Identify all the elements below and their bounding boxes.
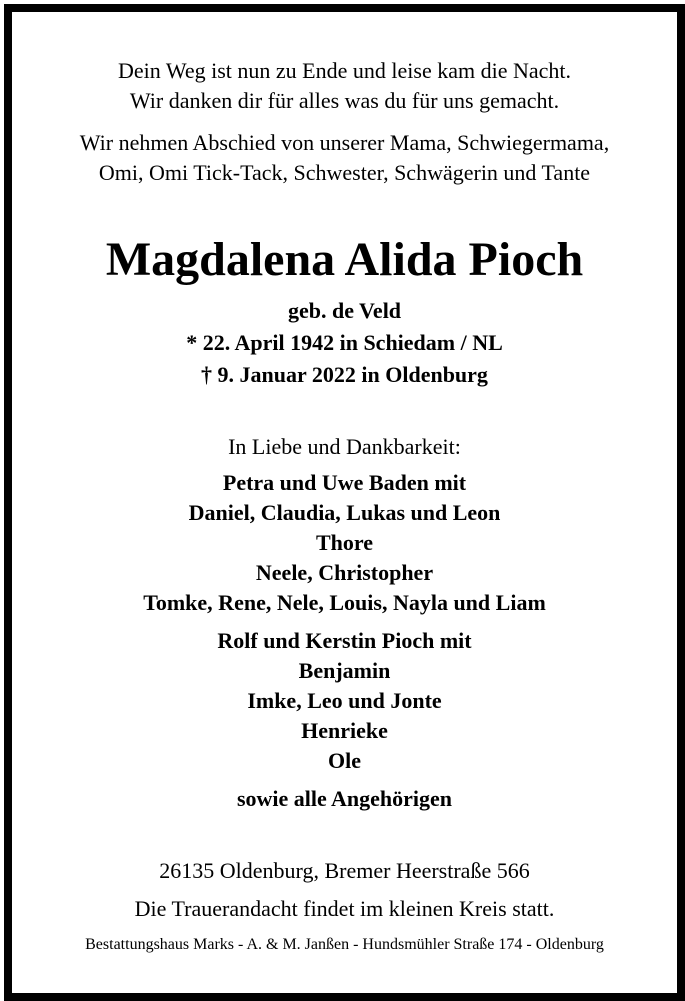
address-line: 26135 Oldenburg, Bremer Heerstraße 566 bbox=[159, 858, 530, 883]
obituary-content bbox=[12, 12, 677, 993]
obituary-frame bbox=[4, 4, 685, 1001]
family2-line: Ole bbox=[328, 748, 361, 773]
farewell-line-2: Omi, Omi Tick-Tack, Schwester, Schwägerin und Tante bbox=[98, 160, 591, 185]
family2-line: Benjamin bbox=[298, 658, 391, 683]
birth-date: * 22. April 1942 in Schiedam / NL bbox=[186, 330, 503, 355]
mourners-intro: In Liebe und Dankbarkeit: bbox=[228, 434, 461, 459]
family2-line: Henrieke bbox=[301, 718, 388, 743]
family1-line: Neele, Christopher bbox=[255, 560, 434, 585]
deceased-name: Magdalena Alida Pioch bbox=[105, 233, 584, 286]
death-date: † 9. Januar 2022 in Oldenburg bbox=[201, 362, 488, 387]
family1-line: Daniel, Claudia, Lukas und Leon bbox=[188, 500, 501, 525]
funeral-home-line: Bestattungshaus Marks - A. & M. Janßen - Hundsmühler Straße 174 - Oldenburg bbox=[85, 936, 604, 953]
family1-line: Thore bbox=[315, 530, 374, 555]
family1-line: Tomke, Rene, Nele, Louis, Nayla und Liam bbox=[143, 590, 546, 615]
family2-line: Imke, Leo und Jonte bbox=[247, 688, 442, 713]
family2-line: Rolf und Kerstin Pioch mit bbox=[217, 628, 472, 653]
poem-line-2: Wir danken dir für alles was du für uns gemacht. bbox=[129, 88, 560, 113]
family1-line: Petra und Uwe Baden mit bbox=[222, 470, 467, 495]
farewell-line-1: Wir nehmen Abschied von unserer Mama, Schwiegermama, bbox=[79, 130, 610, 155]
service-note: Die Trauerandacht findet im kleinen Kreis statt. bbox=[134, 896, 555, 921]
poem-line-1: Dein Weg ist nun zu Ende und leise kam die Nacht. bbox=[118, 58, 571, 83]
maiden-name: geb. de Veld bbox=[287, 298, 402, 323]
relatives-line: sowie alle Angehörigen bbox=[236, 786, 453, 811]
